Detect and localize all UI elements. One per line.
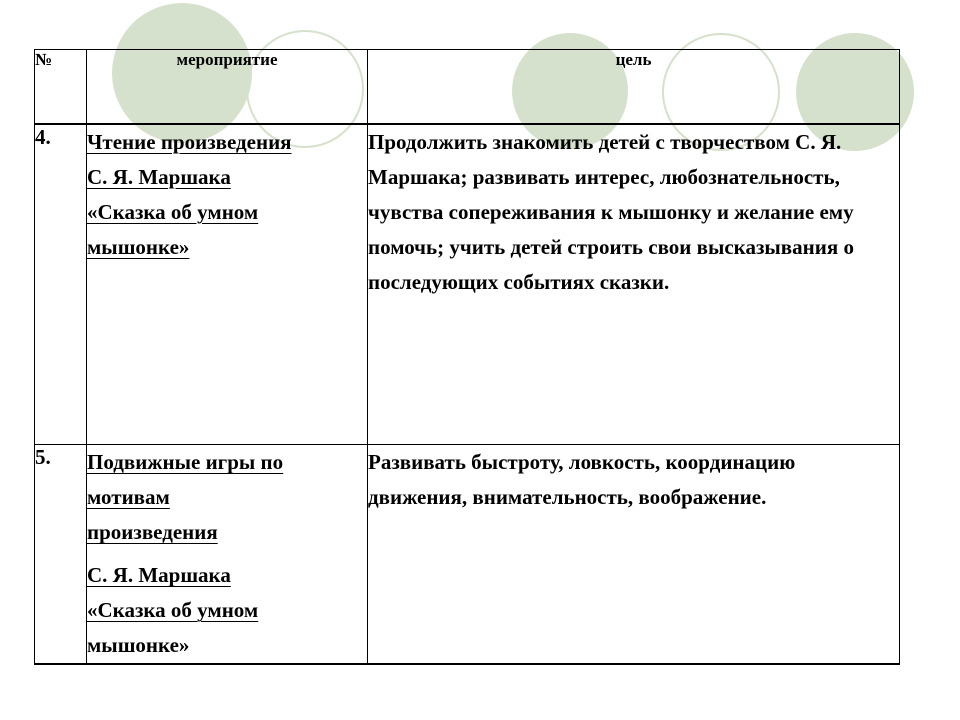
row-number: 4. [35, 124, 87, 445]
event-line: Подвижные игры по [87, 450, 284, 474]
event-line: мотивам [87, 485, 170, 509]
event-line: произведения [87, 520, 218, 544]
activity-table [34, 49, 900, 665]
header-event: мероприятие [87, 50, 368, 124]
row-goal: Развивать быстроту, ловкость, координацию движения, внимательность, воображение. [368, 445, 900, 665]
row-event [87, 445, 368, 665]
event-line: мышонке» [87, 234, 190, 259]
event-line: «Сказка об умном [87, 199, 259, 224]
table-header-row [35, 50, 900, 124]
event-line: С. Я. Маршака [87, 164, 231, 189]
header-number: № [35, 50, 87, 124]
event-line: мышонке» [87, 633, 190, 657]
table-row [35, 445, 900, 665]
event-line: «Сказка об умном [87, 598, 259, 622]
row-goal: Продолжить знакомить детей с творчеством С. Я. Маршака; развивать интерес, любознательность, чувства сопереживания к мышонку и желание ему помочь; учить детей строить свои высказывания о последующих событиях сказки. [368, 124, 900, 445]
event-line: С. Я. Маршака [87, 563, 231, 587]
table-row [35, 124, 900, 445]
event-line: Чтение произведения [87, 129, 292, 154]
row-number: 5. [35, 445, 87, 665]
header-goal: цель [368, 50, 900, 124]
row-event [87, 124, 368, 445]
